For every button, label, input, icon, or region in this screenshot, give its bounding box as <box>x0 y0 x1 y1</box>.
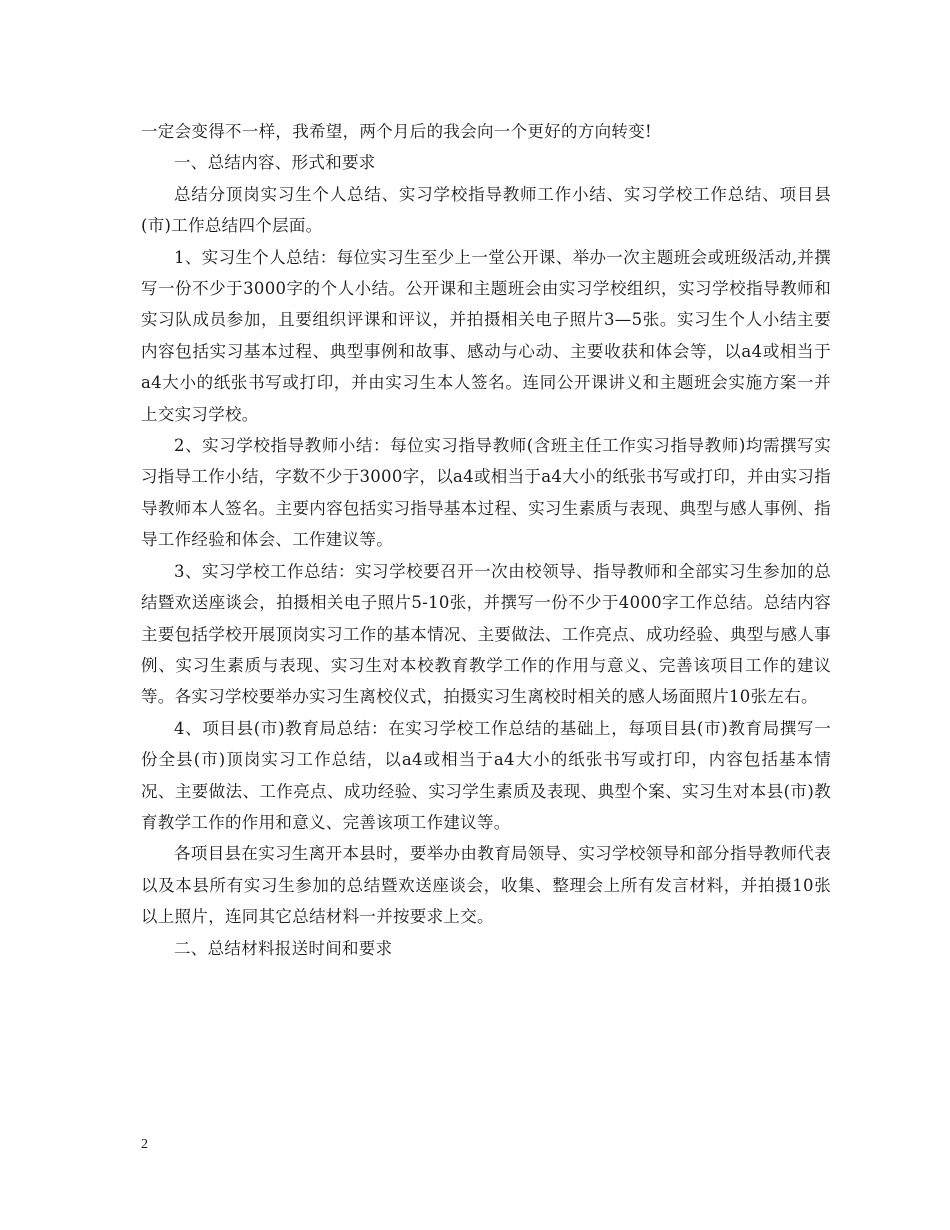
paragraph-county-summary: 4、项目县(市)教育局总结：在实习学校工作总结的基础上，每项目县(市)教育局撰写一份全县(市)顶岗实习工作总结，以a4或相当于a4大小的纸张书写或打印，内容包括基本情况、主要做法、工作亮点、成功经验、实习学生素质及表现、典型个案、实习生对本县(市)教育教学工作的作用和意义、完善该项工作建议等。 <box>141 718 831 832</box>
paragraph-overview: 总结分顶岗实习生个人总结、实习学校指导教师工作小结、实习学校工作总结、项目县(市)工作总结四个层面。 <box>141 184 831 236</box>
page-number: 2 <box>141 1137 148 1152</box>
paragraph-teacher-summary: 2、实习学校指导教师小结：每位实习指导教师(含班主任工作实习指导教师)均需撰写实习指导工作小结，字数不少于3000字，以a4或相当于a4大小的纸张书写或打印，并由实习指导教师本人签名。主要内容包括实习指导基本过程、实习生素质与表现、典型与感人事例、指导工作经验和体会、工作建议等。 <box>141 436 831 550</box>
document-body <box>141 116 831 964</box>
section-heading-2: 二、总结材料报送时间和要求 <box>174 938 393 958</box>
paragraph-school-summary: 3、实习学校工作总结：实习学校要召开一次由校领导、指导教师和全部实习生参加的总结暨欢送座谈会，拍摄相关电子照片5-10张，并撰写一份不少于4000字工作总结。总结内容主要包括学校开展顶岗实习工作的基本情况、主要做法、工作亮点、成功经验、典型与感人事例、实习生素质与表现、实习生对本校教育教学工作的作用与意义、完善该项目工作的建议等。各实习学校要举办实习生离校仪式，拍摄实习生离校时相关的感人场面照片10张左右。 <box>141 561 831 707</box>
paragraph-intern-summary: 1、实习生个人总结：每位实习生至少上一堂公开课、举办一次主题班会或班级活动,并撰写一份不少于3000字的个人小结。公开课和主题班会由实习学校组织，实习学校指导教师和实习队成员参加，且要组织评课和评议，并拍摄相关电子照片3—5张。实习生个人小结主要内容包括实习基本过程、典型事例和故事、感动与心动、主要收获和体会等，以a4或相当于a4大小的纸张书写或打印，并由实习生本人签名。连同公开课讲义和主题班会实施方案一并上交实习学校。 <box>141 247 831 424</box>
paragraph-farewell-meeting: 各项目县在实习生离开本县时，要举办由教育局领导、实习学校领导和部分指导教师代表以及本县所有实习生参加的总结暨欢送座谈会，收集、整理会上所有发言材料，并拍摄10张以上照片，连同其它总结材料一并按要求上交。 <box>141 844 831 927</box>
paragraph-continuation: 一定会变得不一样，我希望，两个月后的我会向一个更好的方向转变! <box>141 122 652 141</box>
section-heading-1: 一、总结内容、形式和要求 <box>174 153 376 173</box>
